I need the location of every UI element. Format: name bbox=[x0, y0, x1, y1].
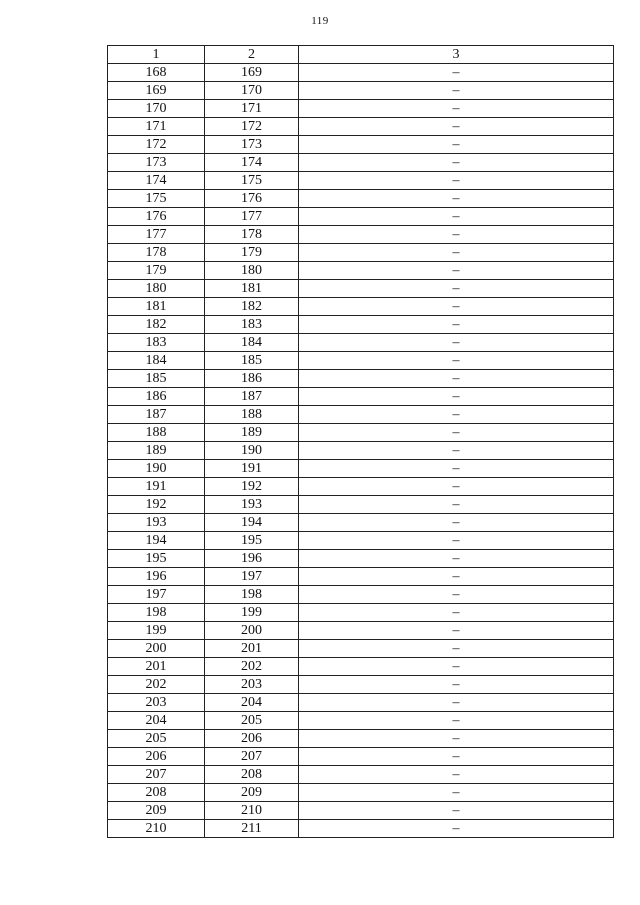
table-row bbox=[108, 640, 614, 658]
cell-col-1: 205 bbox=[108, 730, 205, 748]
cell-col-3: – bbox=[299, 100, 614, 118]
cell-col-1: 169 bbox=[108, 82, 205, 100]
table-row bbox=[108, 604, 614, 622]
cell-col-1: 190 bbox=[108, 460, 205, 478]
cell-col-2: 183 bbox=[205, 316, 299, 334]
cell-col-3: – bbox=[299, 136, 614, 154]
cell-col-2: 192 bbox=[205, 478, 299, 496]
cell-col-2: 205 bbox=[205, 712, 299, 730]
cell-col-2: 175 bbox=[205, 172, 299, 190]
cell-col-2: 171 bbox=[205, 100, 299, 118]
cell-col-2: 203 bbox=[205, 676, 299, 694]
cell-col-1: 182 bbox=[108, 316, 205, 334]
cell-col-2: 195 bbox=[205, 532, 299, 550]
cell-col-3: – bbox=[299, 784, 614, 802]
cell-col-2: 188 bbox=[205, 406, 299, 424]
table-row bbox=[108, 334, 614, 352]
cell-col-2: 202 bbox=[205, 658, 299, 676]
table-row bbox=[108, 532, 614, 550]
cell-col-2: 196 bbox=[205, 550, 299, 568]
cell-col-1: 202 bbox=[108, 676, 205, 694]
page-number: 119 bbox=[311, 15, 329, 27]
table-row bbox=[108, 406, 614, 424]
cell-col-1: 174 bbox=[108, 172, 205, 190]
table-row bbox=[108, 100, 614, 118]
cell-col-3: – bbox=[299, 406, 614, 424]
cell-col-2: 177 bbox=[205, 208, 299, 226]
cell-col-1: 191 bbox=[108, 478, 205, 496]
cell-col-3: – bbox=[299, 370, 614, 388]
cell-col-1: 185 bbox=[108, 370, 205, 388]
table-row bbox=[108, 514, 614, 532]
cell-col-2: 197 bbox=[205, 568, 299, 586]
cell-col-1: 199 bbox=[108, 622, 205, 640]
cell-col-3: – bbox=[299, 676, 614, 694]
table-row bbox=[108, 172, 614, 190]
table-row bbox=[108, 280, 614, 298]
cell-col-2: 189 bbox=[205, 424, 299, 442]
cell-col-3: – bbox=[299, 730, 614, 748]
cell-col-3: – bbox=[299, 244, 614, 262]
cell-col-2: 181 bbox=[205, 280, 299, 298]
cell-col-2: 172 bbox=[205, 118, 299, 136]
cell-col-1: 192 bbox=[108, 496, 205, 514]
cell-col-3: – bbox=[299, 388, 614, 406]
table-row bbox=[108, 316, 614, 334]
cell-col-1: 181 bbox=[108, 298, 205, 316]
table-row bbox=[108, 784, 614, 802]
table-row bbox=[108, 82, 614, 100]
table-row bbox=[108, 568, 614, 586]
cell-col-3: – bbox=[299, 352, 614, 370]
cell-col-2: 208 bbox=[205, 766, 299, 784]
table-row bbox=[108, 190, 614, 208]
cell-col-1: 209 bbox=[108, 802, 205, 820]
cell-col-2: 193 bbox=[205, 496, 299, 514]
cell-col-2: 210 bbox=[205, 802, 299, 820]
table-row bbox=[108, 298, 614, 316]
cell-col-2: 199 bbox=[205, 604, 299, 622]
cell-col-3: – bbox=[299, 118, 614, 136]
table-header bbox=[108, 46, 614, 64]
cell-col-3: – bbox=[299, 694, 614, 712]
cell-col-1: 195 bbox=[108, 550, 205, 568]
cell-col-2: 198 bbox=[205, 586, 299, 604]
table-row bbox=[108, 424, 614, 442]
cell-col-1: 170 bbox=[108, 100, 205, 118]
cell-col-1: 184 bbox=[108, 352, 205, 370]
table-row bbox=[108, 478, 614, 496]
data-table bbox=[107, 45, 614, 838]
table-row bbox=[108, 388, 614, 406]
table-row bbox=[108, 820, 614, 838]
cell-col-3: – bbox=[299, 424, 614, 442]
cell-col-1: 206 bbox=[108, 748, 205, 766]
table-row bbox=[108, 748, 614, 766]
cell-col-2: 194 bbox=[205, 514, 299, 532]
table-body bbox=[108, 64, 614, 838]
cell-col-3: – bbox=[299, 748, 614, 766]
cell-col-2: 200 bbox=[205, 622, 299, 640]
column-header-1: 1 bbox=[108, 46, 205, 64]
cell-col-3: – bbox=[299, 568, 614, 586]
table-row bbox=[108, 622, 614, 640]
cell-col-1: 201 bbox=[108, 658, 205, 676]
cell-col-1: 172 bbox=[108, 136, 205, 154]
cell-col-2: 207 bbox=[205, 748, 299, 766]
cell-col-3: – bbox=[299, 172, 614, 190]
table-row bbox=[108, 262, 614, 280]
cell-col-3: – bbox=[299, 82, 614, 100]
cell-col-1: 196 bbox=[108, 568, 205, 586]
cell-col-2: 185 bbox=[205, 352, 299, 370]
cell-col-2: 211 bbox=[205, 820, 299, 838]
cell-col-1: 197 bbox=[108, 586, 205, 604]
table-row bbox=[108, 352, 614, 370]
cell-col-1: 179 bbox=[108, 262, 205, 280]
cell-col-3: – bbox=[299, 316, 614, 334]
cell-col-1: 175 bbox=[108, 190, 205, 208]
cell-col-1: 176 bbox=[108, 208, 205, 226]
cell-col-2: 170 bbox=[205, 82, 299, 100]
cell-col-3: – bbox=[299, 496, 614, 514]
cell-col-1: 183 bbox=[108, 334, 205, 352]
cell-col-2: 173 bbox=[205, 136, 299, 154]
table-row bbox=[108, 658, 614, 676]
cell-col-1: 207 bbox=[108, 766, 205, 784]
cell-col-3: – bbox=[299, 154, 614, 172]
cell-col-3: – bbox=[299, 622, 614, 640]
cell-col-1: 210 bbox=[108, 820, 205, 838]
cell-col-3: – bbox=[299, 208, 614, 226]
column-header-3: 3 bbox=[299, 46, 614, 64]
table-row bbox=[108, 586, 614, 604]
table-row bbox=[108, 730, 614, 748]
table-row bbox=[108, 694, 614, 712]
table-row bbox=[108, 226, 614, 244]
cell-col-1: 186 bbox=[108, 388, 205, 406]
cell-col-2: 186 bbox=[205, 370, 299, 388]
cell-col-3: – bbox=[299, 550, 614, 568]
table-row bbox=[108, 154, 614, 172]
cell-col-2: 184 bbox=[205, 334, 299, 352]
cell-col-3: – bbox=[299, 298, 614, 316]
table-row bbox=[108, 442, 614, 460]
cell-col-3: – bbox=[299, 334, 614, 352]
cell-col-3: – bbox=[299, 514, 614, 532]
cell-col-1: 194 bbox=[108, 532, 205, 550]
cell-col-2: 182 bbox=[205, 298, 299, 316]
cell-col-1: 203 bbox=[108, 694, 205, 712]
cell-col-1: 180 bbox=[108, 280, 205, 298]
cell-col-2: 174 bbox=[205, 154, 299, 172]
cell-col-2: 178 bbox=[205, 226, 299, 244]
cell-col-3: – bbox=[299, 280, 614, 298]
cell-col-1: 193 bbox=[108, 514, 205, 532]
cell-col-3: – bbox=[299, 766, 614, 784]
cell-col-3: – bbox=[299, 712, 614, 730]
cell-col-2: 191 bbox=[205, 460, 299, 478]
cell-col-2: 204 bbox=[205, 694, 299, 712]
table-row bbox=[108, 496, 614, 514]
cell-col-3: – bbox=[299, 442, 614, 460]
table-row bbox=[108, 64, 614, 82]
cell-col-3: – bbox=[299, 820, 614, 838]
cell-col-1: 198 bbox=[108, 604, 205, 622]
cell-col-2: 206 bbox=[205, 730, 299, 748]
cell-col-2: 176 bbox=[205, 190, 299, 208]
cell-col-3: – bbox=[299, 226, 614, 244]
cell-col-2: 169 bbox=[205, 64, 299, 82]
table-row bbox=[108, 712, 614, 730]
cell-col-3: – bbox=[299, 586, 614, 604]
header-row bbox=[108, 46, 614, 64]
table-row bbox=[108, 460, 614, 478]
cell-col-1: 173 bbox=[108, 154, 205, 172]
table-row bbox=[108, 118, 614, 136]
cell-col-2: 209 bbox=[205, 784, 299, 802]
cell-col-1: 188 bbox=[108, 424, 205, 442]
cell-col-1: 189 bbox=[108, 442, 205, 460]
column-header-2: 2 bbox=[205, 46, 299, 64]
table-row bbox=[108, 550, 614, 568]
cell-col-3: – bbox=[299, 532, 614, 550]
table-row bbox=[108, 370, 614, 388]
cell-col-3: – bbox=[299, 640, 614, 658]
cell-col-3: – bbox=[299, 190, 614, 208]
cell-col-3: – bbox=[299, 64, 614, 82]
cell-col-3: – bbox=[299, 604, 614, 622]
cell-col-3: – bbox=[299, 460, 614, 478]
cell-col-1: 204 bbox=[108, 712, 205, 730]
cell-col-2: 179 bbox=[205, 244, 299, 262]
table-row bbox=[108, 802, 614, 820]
cell-col-2: 187 bbox=[205, 388, 299, 406]
cell-col-3: – bbox=[299, 802, 614, 820]
cell-col-1: 208 bbox=[108, 784, 205, 802]
table-row bbox=[108, 136, 614, 154]
cell-col-1: 178 bbox=[108, 244, 205, 262]
table-row bbox=[108, 244, 614, 262]
cell-col-3: – bbox=[299, 658, 614, 676]
cell-col-1: 200 bbox=[108, 640, 205, 658]
cell-col-1: 187 bbox=[108, 406, 205, 424]
table-row bbox=[108, 766, 614, 784]
cell-col-1: 171 bbox=[108, 118, 205, 136]
cell-col-2: 201 bbox=[205, 640, 299, 658]
cell-col-1: 177 bbox=[108, 226, 205, 244]
table-row bbox=[108, 676, 614, 694]
cell-col-2: 190 bbox=[205, 442, 299, 460]
cell-col-1: 168 bbox=[108, 64, 205, 82]
cell-col-3: – bbox=[299, 478, 614, 496]
table-row bbox=[108, 208, 614, 226]
cell-col-3: – bbox=[299, 262, 614, 280]
cell-col-2: 180 bbox=[205, 262, 299, 280]
